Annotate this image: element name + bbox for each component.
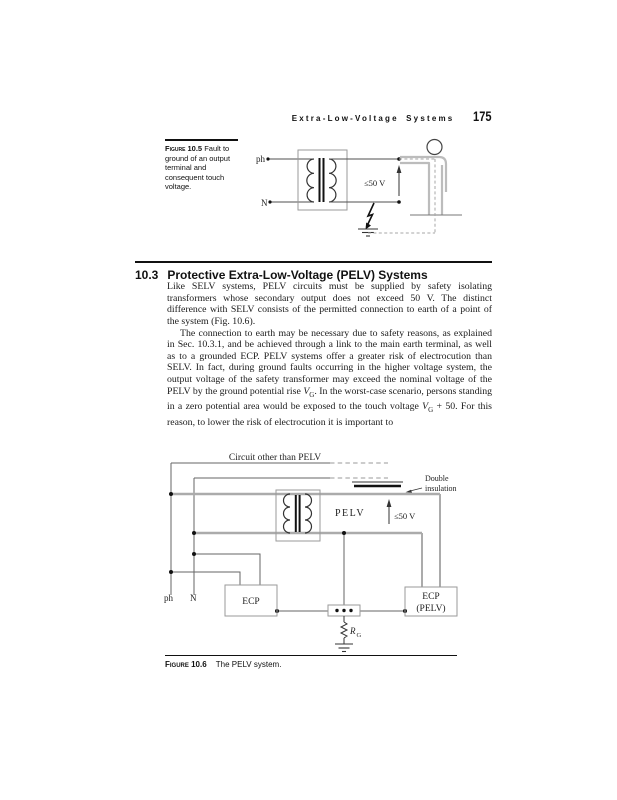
figure-10-6-caption-label: Figure 10.6 <box>165 660 207 669</box>
fig106-junction-dots <box>169 492 407 613</box>
fig106-rg-subscript: G <box>356 632 362 639</box>
fig106-ecp-label: ECP <box>242 597 260 607</box>
fig106-upper-lines-dashed <box>330 463 388 478</box>
fig106-ecp-connections <box>171 533 405 611</box>
figure-10-5-caption-rule <box>165 139 238 141</box>
fig105-n-label: N <box>261 198 268 208</box>
paragraph-2 <box>167 328 492 429</box>
paragraph-1: Like SELV systems, PELV circuits must be supplied by safety isolating transformers whose secondary output does not exceed 50 V. The distinct difference with SELV consists of the permitted connection to earth of a point of the system (Fig. 10.6). <box>167 281 492 327</box>
fig105-core-bar <box>319 158 321 202</box>
page-number: 175 <box>473 109 492 124</box>
fig105-n-terminal-dot <box>268 200 271 203</box>
fig106-primary-winding <box>284 494 291 533</box>
fig106-double-insulation-label: insulation <box>425 484 457 493</box>
running-header <box>135 109 492 124</box>
fig106-voltage-arrow <box>387 499 392 524</box>
fig106-earth-terminal <box>328 605 360 616</box>
fig105-ph-terminal-dot <box>266 157 269 160</box>
fig105-core-bar <box>323 158 325 202</box>
variable-vg: V <box>422 401 429 413</box>
fig106-ecp-box <box>225 585 277 616</box>
fig106-pelv-label: PELV <box>335 508 366 519</box>
fig105-voltage-arrow <box>397 165 402 196</box>
fig106-upper-lines <box>171 463 330 595</box>
fig106-double-insulation-label: Double <box>425 474 449 483</box>
figure-10-6-diagram <box>160 448 470 660</box>
fig106-ground-resistance <box>341 616 347 644</box>
figure-10-5-caption <box>165 139 238 192</box>
fig106-secondary-winding <box>305 494 312 533</box>
fig105-person-figure <box>400 140 462 216</box>
figure-10-6-caption <box>165 655 457 670</box>
fig105-secondary-winding <box>329 159 336 202</box>
fig106-n-label: N <box>190 593 197 603</box>
fig106-ph-label: ph <box>164 593 173 603</box>
running-header-title: Extra-Low-Voltage Systems <box>291 114 455 123</box>
section-heading <box>135 268 492 282</box>
fig106-core-bar <box>299 495 301 532</box>
figure-10-5-caption-text: Fault to ground of an output terminal and consequent touch voltage. <box>165 144 231 192</box>
fig106-ecp-pelv-label: ECP <box>422 592 440 602</box>
figure-10-5-diagram <box>252 132 472 250</box>
fig105-ph-label: ph <box>256 154 265 164</box>
figure-10-6-caption-rule <box>165 655 457 656</box>
variable-vg-subscript: G <box>309 390 315 399</box>
fig105-dashed-path <box>368 159 435 233</box>
paragraph-2-text: . In the worst-case scenario, persons standing in a zero potential area would be exposed to the touch voltage <box>167 385 492 413</box>
paragraph-2-text: The connection to earth may be necessary due to safety reasons, as explained in Sec. 10.3.1, and be achieved through a link to the main earth terminal, as well as to a grounded ECP. PELV systems offer a greater risk of electrocution than SELV. In fact, during ground faults occurring in the higher voltage system, the output voltage of the safety transformer may exceed the nominal voltage of the PELV by the ground potential rise <box>167 327 492 397</box>
body-text <box>167 281 492 428</box>
section-number: 10.3 <box>135 268 159 282</box>
fig105-fault-bolt-icon <box>366 203 375 230</box>
fig105-person-head <box>427 140 442 155</box>
fig106-voltage-label: ≤50 V <box>394 511 416 521</box>
fig106-core-bar <box>295 495 297 532</box>
fig105-primary-winding <box>307 159 314 202</box>
variable-vg: V <box>303 385 310 397</box>
section-10-3 <box>135 261 492 282</box>
figure-10-5-caption-label: Figure 10.5 <box>165 144 203 153</box>
fig105-output-bottom-dot <box>397 200 401 204</box>
figure-10-6-caption-text: The PELV system. <box>215 660 282 669</box>
section-rule <box>135 261 492 263</box>
variable-vg-subscript: G <box>428 406 434 415</box>
section-title: Protective Extra-Low-Voltage (PELV) Systems <box>167 268 428 282</box>
fig106-circuit-other-label: Circuit other than PELV <box>228 453 322 463</box>
fig106-rg-label: R <box>350 626 356 636</box>
fig105-voltage-label: ≤50 V <box>364 178 386 188</box>
fig106-double-insulation-icon <box>352 482 422 493</box>
fig106-earth-symbol <box>335 644 353 652</box>
fig106-ecp-pelv-box <box>405 587 457 616</box>
paragraph-2-text: + 50. For this reason, to lower the risk of electrocution it is important to <box>167 401 492 428</box>
fig106-ecp-pelv-label: (PELV) <box>416 604 446 614</box>
